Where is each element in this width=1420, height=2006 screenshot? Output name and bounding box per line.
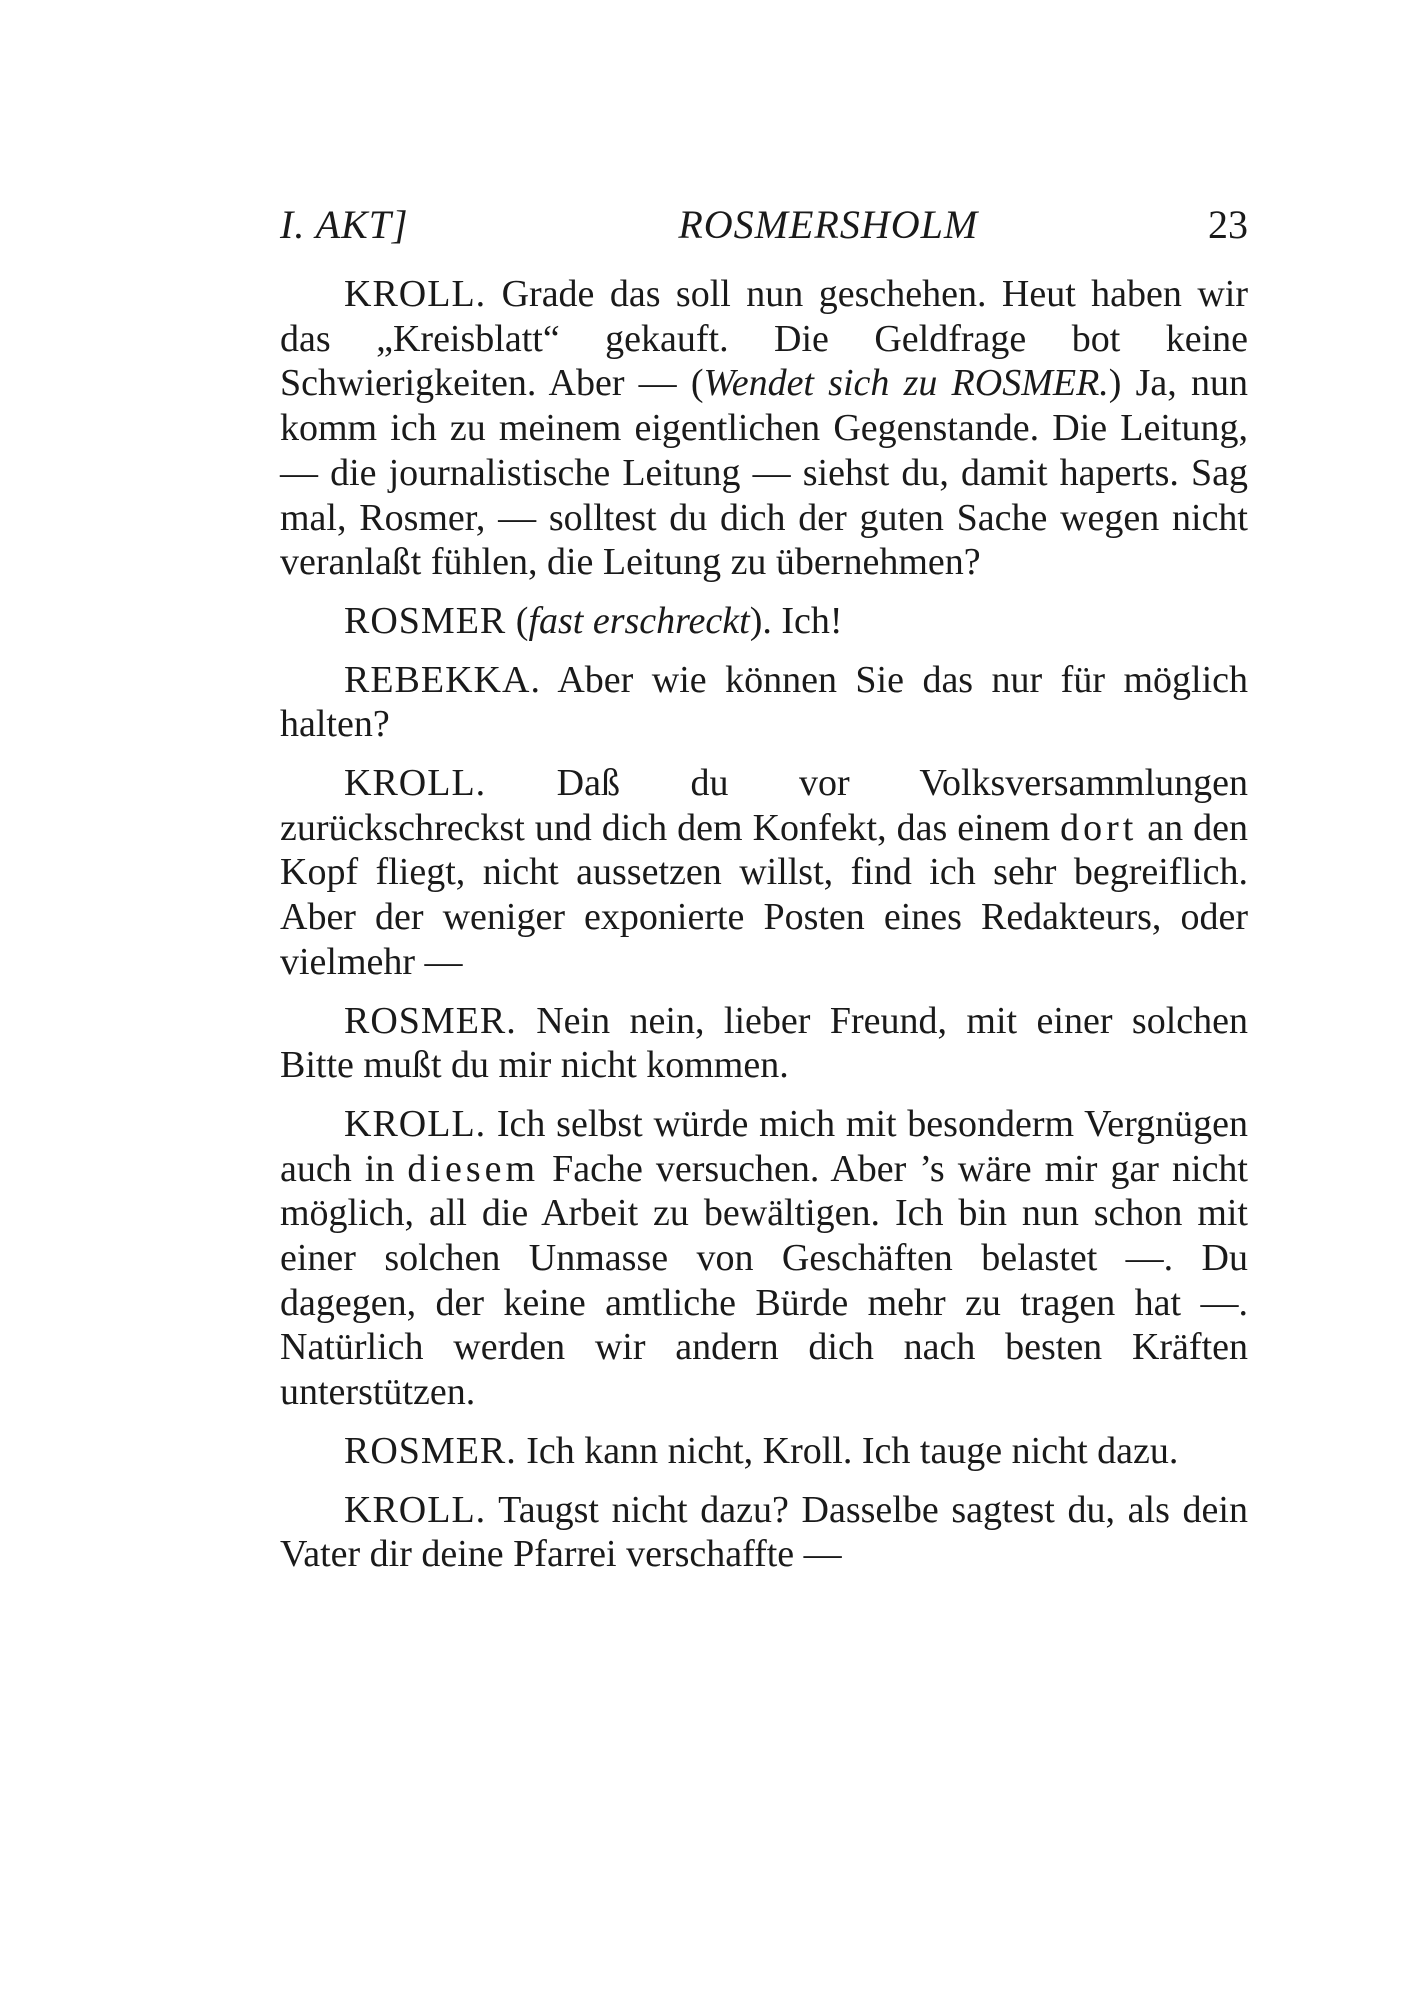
speaker-name: ROSMER. [344, 1429, 517, 1472]
book-page [280, 200, 1248, 1577]
dialogue-paragraph [280, 999, 1248, 1088]
speaker-name: KROLL. [344, 273, 487, 315]
speaker-name: KROLL. [344, 1488, 487, 1531]
running-title: ROSMERSHOLM [678, 202, 979, 247]
speech-text: Grade das soll nun geschehen. Heut haben wir das „Kreisblatt“ gekauft. Die Geldfrage bot keine Schwierigkeiten. Aber — ( [280, 273, 1248, 405]
speech-text: Taugst nicht dazu? Dasselbe sagtest du, als dein Vater dir deine Pfarrei verschaffte — [280, 1488, 1248, 1576]
act-label: I. AKT] [280, 202, 409, 247]
stage-direction: fast erschreckt [528, 599, 750, 642]
speaker-name: REBEKKA. [344, 658, 541, 701]
speech-text: ). Ich! [749, 599, 843, 642]
speaker-name: ROSMER [344, 599, 507, 642]
stage-direction: Wendet sich zu ROSMER. [703, 362, 1109, 405]
dialogue-body [280, 272, 1248, 1577]
emphasized-text: dort [1060, 806, 1138, 849]
speech-text: Ich selbst würde mich mit besonderm Vergnügen auch in [280, 1102, 1249, 1190]
dialogue-paragraph [280, 658, 1248, 747]
speaker-name: KROLL. [344, 762, 487, 805]
speech-text: Daß du vor Volksversammlungen zurückschreckst und dich dem Konfekt, das einem [280, 762, 1249, 849]
dialogue-paragraph [280, 1488, 1248, 1577]
speech-text: ) Ja, nun komm ich zu meinem eigentlichen Gegenstande. Die Leitung, — die journalistische Leitung — siehst du, damit haperts. Sag mal, Rosmer, — solltest du dich der guten Sache wegen nicht veranlaßt fühlen, die Leitung zu übernehmen? [280, 362, 1248, 584]
speech-text: Ich kann nicht, Kroll. Ich tauge nicht dazu. [526, 1429, 1179, 1472]
dialogue-paragraph [280, 1102, 1248, 1415]
emphasized-text: diesem [407, 1147, 540, 1190]
speech-text: Fache versuchen. Aber ’s wäre mir gar nicht möglich, all die Arbeit zu bewältigen. Ich bin nun schon mit einer solchen Unmasse von Geschäften belastet —. Du dagegen, der keine amtliche Bürde mehr zu tragen hat —. Natürlich werden wir andern dich nach besten Kräften unterstützen. [280, 1147, 1248, 1414]
dialogue-paragraph [280, 1429, 1248, 1474]
speaker-name: ROSMER. [344, 999, 517, 1042]
speech-text: an den Kopf fliegt, nicht aussetzen willst, find ich sehr begreiflich. Aber der weniger exponierte Posten eines Redakteurs, oder vielmehr — [280, 806, 1248, 983]
running-head [280, 200, 1248, 250]
dialogue-paragraph [280, 599, 1248, 644]
speech-text: Nein nein, lieber Freund, mit einer solchen Bitte mußt du mir nicht kommen. [280, 999, 1248, 1087]
speech-text: Aber wie können Sie das nur für möglich halten? [280, 658, 1248, 746]
speaker-name: KROLL. [344, 1102, 487, 1145]
speech-text: ( [515, 599, 529, 642]
dialogue-paragraph [280, 761, 1248, 985]
dialogue-paragraph [280, 272, 1248, 585]
page-number: 23 [1207, 202, 1248, 247]
